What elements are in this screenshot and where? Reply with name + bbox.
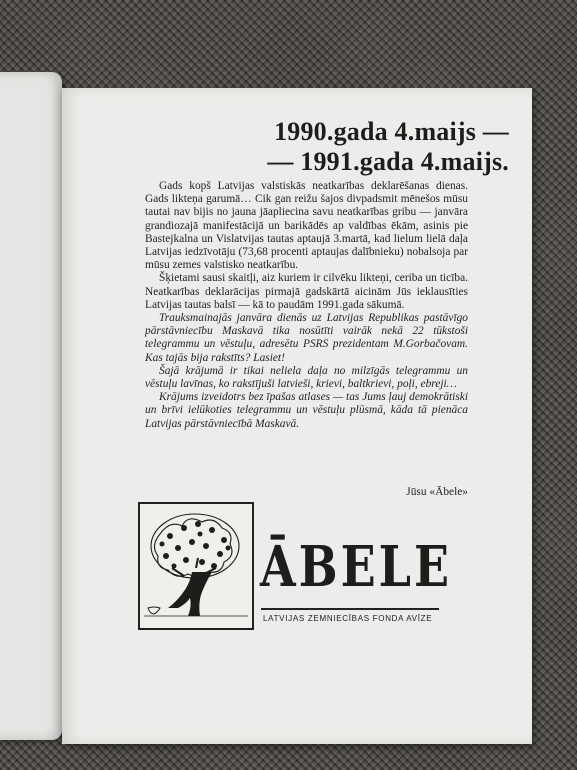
- heading-line-1: 1990.gada 4.maijs —: [274, 117, 509, 146]
- logo-wordmark: ĀBELE: [260, 533, 453, 600]
- paragraph-collection: Šajā krājumā ir tikai neliela daļa no milzīgās telegrammu un vēstuļu lavīnas, ko rakstījuši latvieši, krievi, baltkrievi, poļi, ebreji…: [145, 364, 468, 391]
- logo-tagline: LATVIJAS ZEMNIECĪBAS FONDA AVĪZE: [263, 614, 433, 623]
- apple-tree-logo-icon: [138, 502, 254, 630]
- article-body: [145, 180, 468, 431]
- heading-line-2: — 1991.gada 4.maijs.: [267, 147, 509, 176]
- logo-divider: [261, 608, 439, 610]
- paragraph-selection: Krājums izveidotrs bez īpašas atlases — tas Jums ļauj demokrātiski un brīvi ielūkoties telegrammu un vēstuļu plūsmā, kāda tā pienāca Latvijas pārstāvniecībā Maskavā.: [145, 391, 468, 430]
- paragraph-numbers: Šķietami sausi skaitļi, aiz kuriem ir cilvēku likteņi, ceriba un ticība. Neatkarības deklarācijas pirmajā gadskārtā aicinām Jūs ieklausīties Latvijas tautas balsī — kā to paudām 1991.gada sākumā.: [145, 272, 468, 311]
- paragraph-intro: Gads kopš Latvijas valstiskās neatkarības deklarēšanas dienas. Gads likteņa garumā… Cik gan reižu šajos divpadsmit mēnešos mūsu tautai nav bijis no jauna jāapliecina savu neatkarības gribu — janvāra grandiozajā manifestācijā un barikādēs ap valdības ēkām, asinis pie Bastejkalna un Vislatvijas tautas aptaujā 3.martā, kad lielum lielā daļa Latvijas iedzīvotāju (73,68 procenti aptaujas dalībnieku) nobalsoja par mūsu zemes valstisko neatkarību.: [145, 180, 468, 272]
- paragraph-telegrams: Trauksmainajās janvāra dienās uz Latvijas Republikas pastāvīgo pārstāvniecību Maskavā tika nosūtīti vairāk nekā 22 tūkstoši telegrammu un vēstuļu, adresētu PSRS prezidentam M.Gorbačovam. Kas tajās bija rakstīts? Lasiet!: [145, 312, 468, 364]
- previous-page-edge: [0, 72, 62, 740]
- signature: Jūsu «Ābele»: [406, 486, 468, 498]
